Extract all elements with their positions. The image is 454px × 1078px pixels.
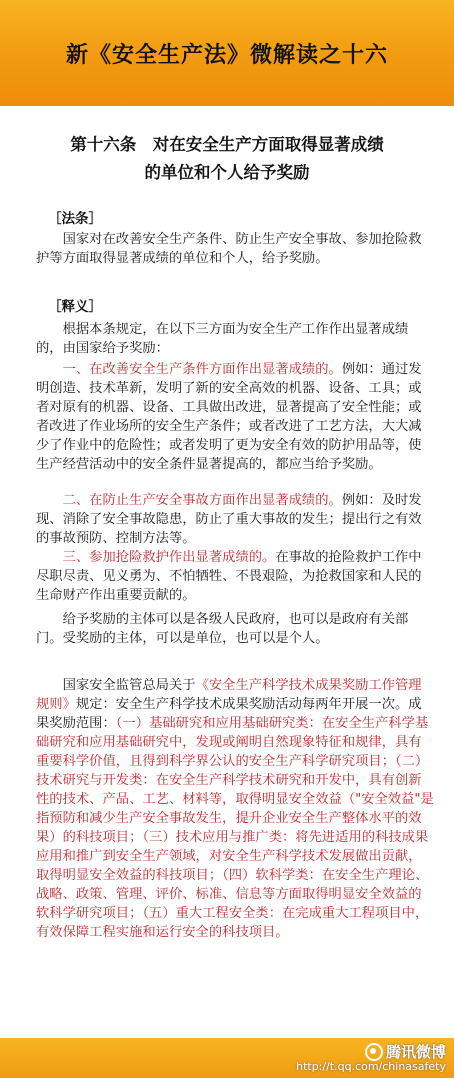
item3-paragraph [36, 548, 434, 605]
article-heading [0, 131, 454, 187]
item2-text: 例如：及时发现、消除了安全事故隐患，防止了重大事故的发生；提出行之有效的事故预防、控制方法等。 [36, 493, 422, 546]
regulation-paragraph [36, 676, 434, 942]
bottom-banner [0, 1038, 454, 1078]
top-banner [0, 0, 454, 106]
interpretation-intro: 根据本条规定，在以下三方面为安全生产工作作出显著成绩的，由国家给予奖励： [36, 322, 409, 356]
item1-text: 例如：通过发明创造、技术革新，发明了新的安全高效的机器、设备、工具；或者对原有的机器、设备、工具做出改进，显著提高了安全性能；或者改进了作业场所的安全生产条件；或者改进了工艺方法，大大减少了作业中的危险性；或者发明了更为安全有效的防护用品等，使生产经营活动中的安全条件显著提高的，都应当给予奖励。 [36, 362, 422, 472]
regulation-start: 国家安全监管总局关于 [62, 678, 196, 693]
item2-title: 二、在防止生产安全事故方面作出显著成绩的。 [62, 493, 342, 508]
item2-paragraph [36, 491, 434, 548]
item3-title: 三、参加抢险救护作出显著成绩的。 [62, 550, 276, 565]
interpretation-label: ［释义］ [48, 299, 102, 315]
weibo-url: http://t.qq.com/chinasafety [296, 1060, 446, 1073]
article-heading-line2: 的单位和个人给予奖励 [144, 163, 310, 182]
regulation-mid: 规定：安全生产科学技术成果奖励活动每两年开展一次。成果奖励范围： [36, 697, 422, 731]
regulation-scope: （一）基础研究和应用基础研究类：在安全生产科学基础研究和应用基础研究中，发现或阐明自然现象特征和规律，具有重要科学价值，且得到科学界公认的安全生产科学研究项目；（二）技术研究与开发类：在安全生产科学技术研究和开发中，具有创新性的技术、产品、工艺、材料等，取得明显安全效益（"安全效益"是指预防和减少生产安全事故发生，提升企业安全生产整体水平的效果）的科技项目；（三）技术应用与推广类：将先进适用的科技成果应用和推广到安全生产领域，对安全生产科学技术发展做出贡献，取得明显安全效益的科技项目；（四）软科学类：在安全生产理论、战略、政策、管理、评价、标准、信息等方面取得明显安全效益的软科学研究项目；（五）重大工程安全类：在完成重大工程项目中，有效保障工程实施和运行安全的科技项目。 [36, 716, 434, 940]
weibo-logo-icon [365, 1043, 383, 1061]
item1-title: 一、在改善安全生产条件方面作出显著成绩的。 [62, 362, 342, 377]
law-text: 国家对在改善安全生产条件、防止生产安全事故、参加抢险救护等方面取得显著成绩的单位和个人，给予奖励。 [36, 232, 422, 266]
weibo-logo [365, 1041, 446, 1062]
reward-subject-text: 给予奖励的主体可以是各级人民政府，也可以是政府有关部门。受奖励的主体，可以是单位，也可以是个人。 [36, 612, 409, 646]
item3-text: 在事故的抢险救护工作中尽职尽责、见义勇为、不怕牺牲、不畏艰险，为抢救国家和人民的生命财产作出重要贡献的。 [36, 550, 422, 603]
banner-title: 新《安全生产法》微解读之十六 [65, 43, 388, 68]
law-label: ［法条］ [48, 211, 102, 227]
weibo-logo-text: 腾讯微博 [385, 1043, 446, 1061]
item1-paragraph [36, 360, 434, 474]
regulation-title: 《安全生产科学技术成果奖励工作管理规则》 [36, 678, 422, 712]
article-heading-line1: 第十六条 对在安全生产方面取得显著成绩 [70, 135, 384, 154]
